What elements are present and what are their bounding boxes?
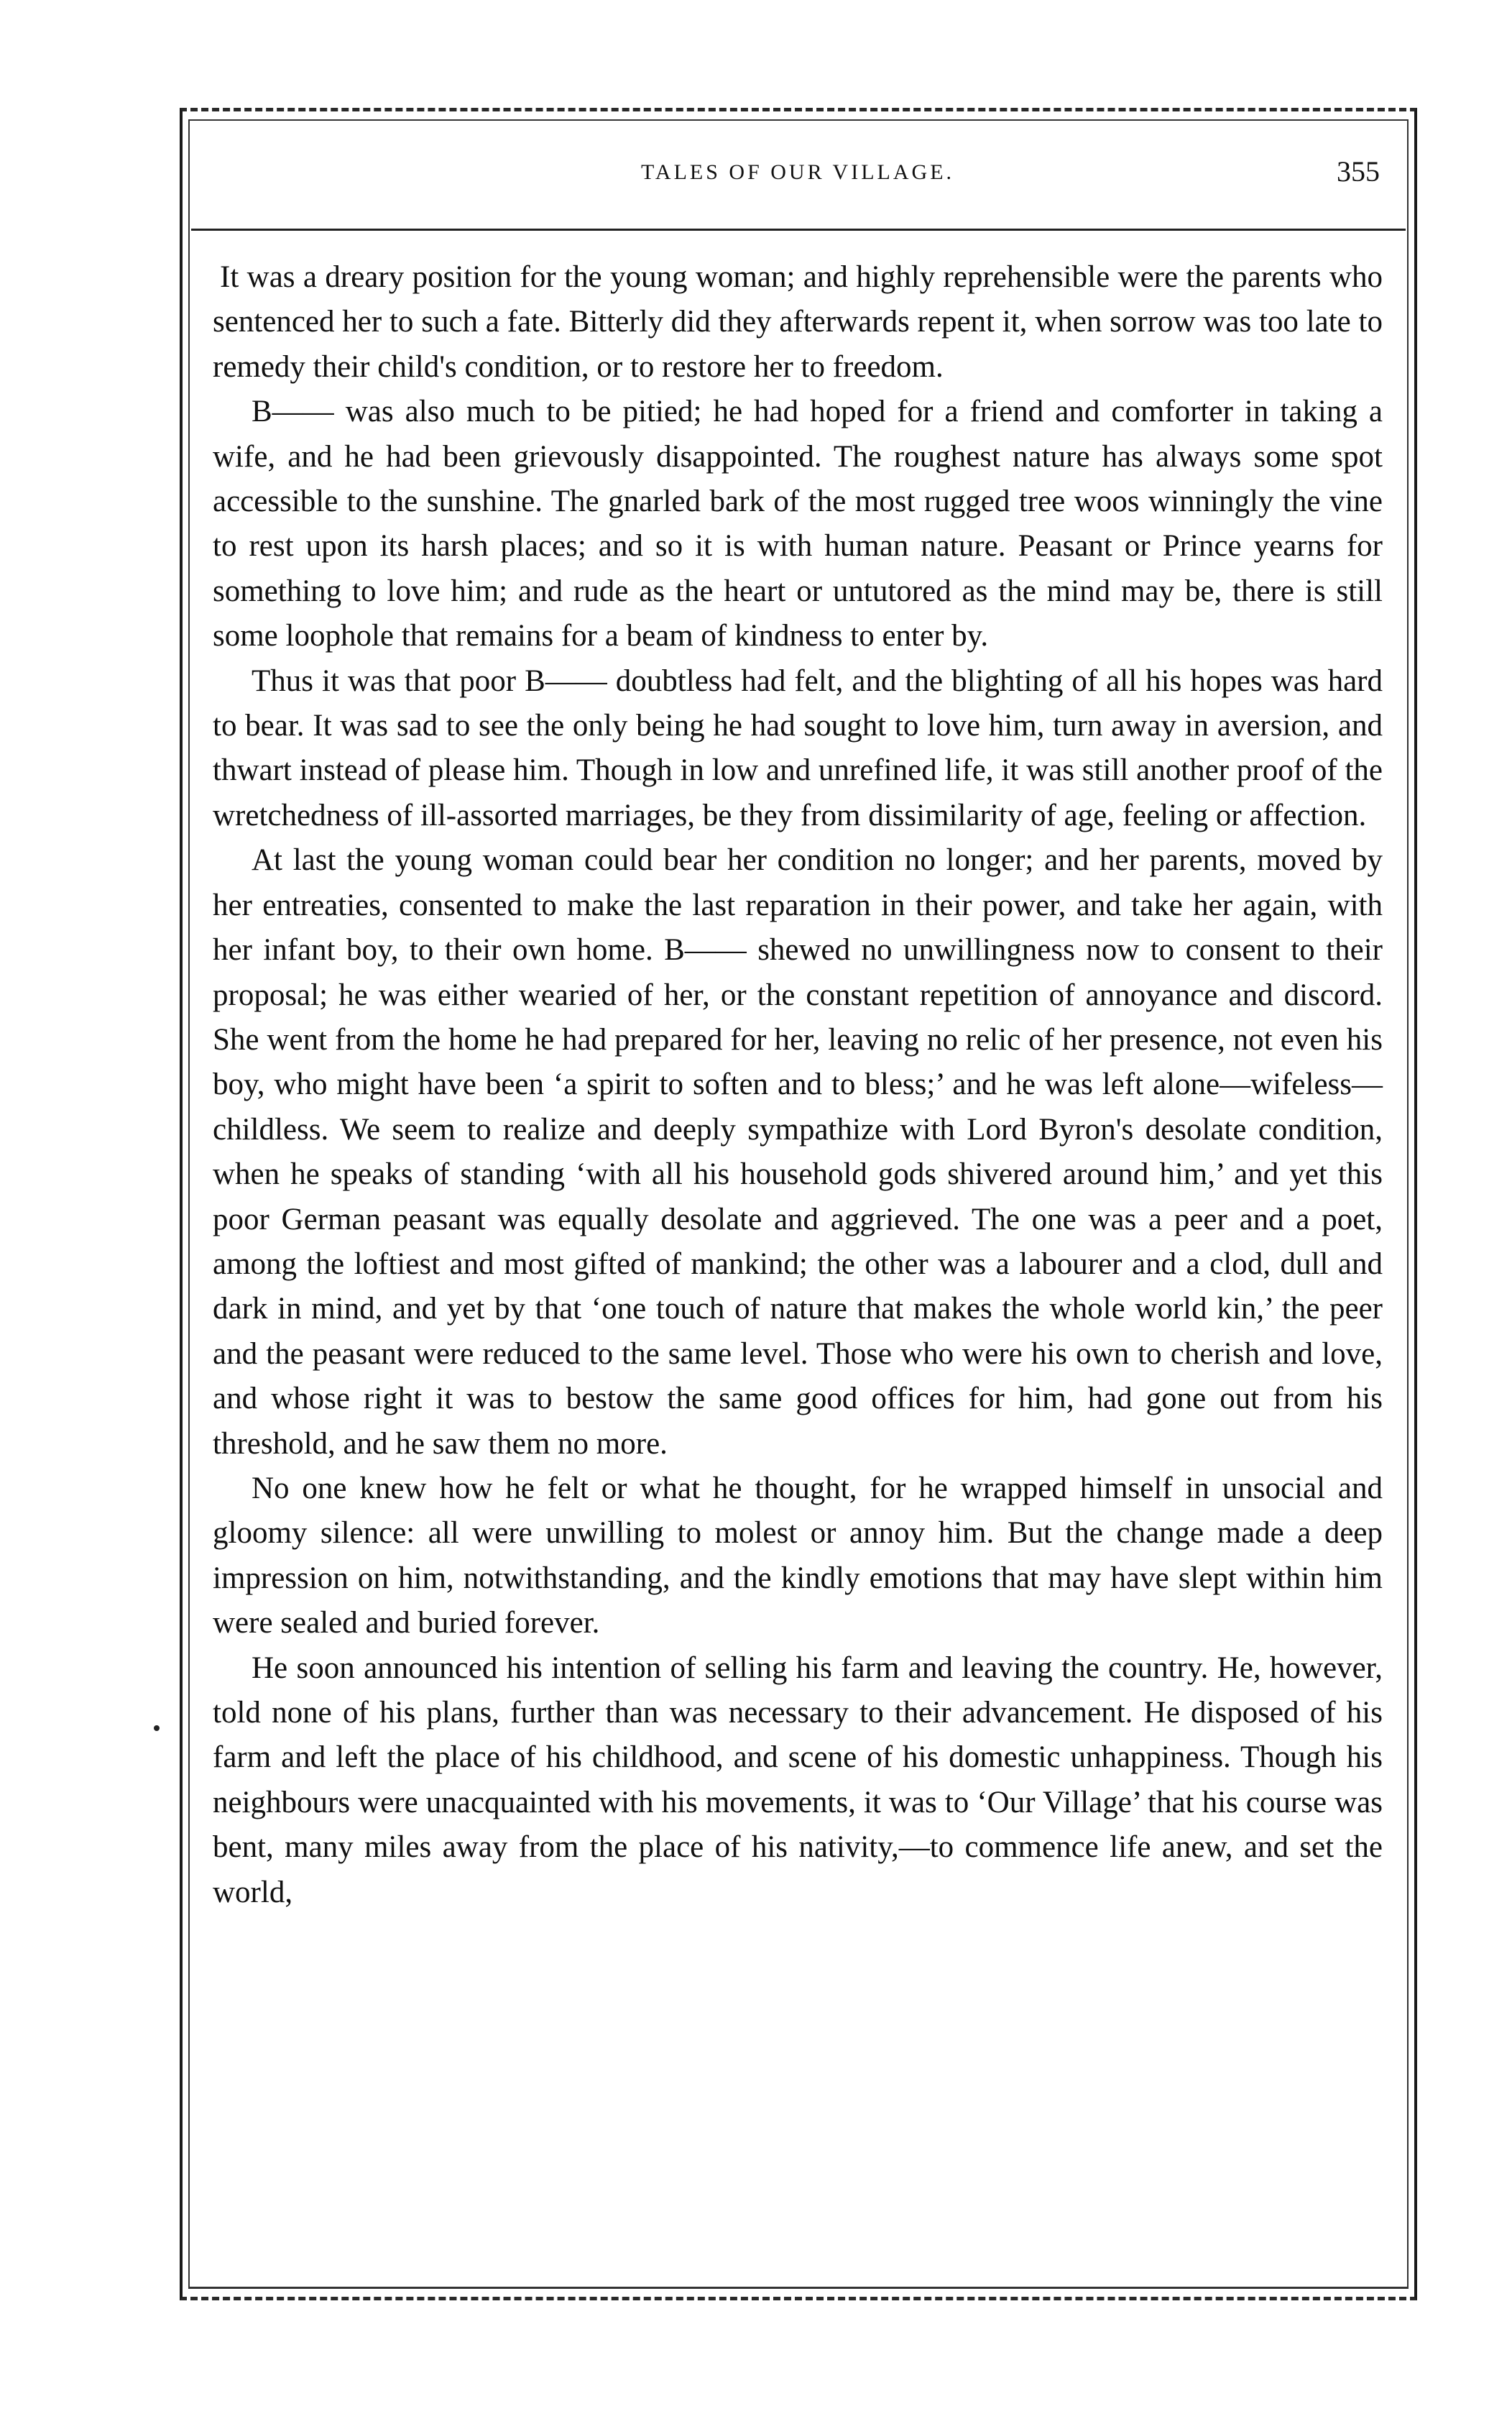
paragraph-5: No one knew how he felt or what he thought, for he wrapped himself in unsocial and gloomy silence: all were unwilling to molest or annoy him. But the change made a deep impression on him, notwithstanding, and the kindly emotions that may have slept within him were sealed and buried forever.	[213, 1471, 1383, 1640]
body-text	[213, 255, 1383, 1915]
running-title: TALES OF OUR VILLAGE.	[640, 160, 955, 184]
margin-dot	[154, 1725, 160, 1731]
running-head	[216, 155, 1380, 205]
paragraph-3: Thus it was that poor B—— doubtless had felt, and the blighting of all his hopes was hard to bear. It was sad to see the only being he had sought to love him, turn away in aversion, and thwart instead of please him. Though in low and unrefined life, it was still another proof of the wretchedness of ill-assorted marriages, be they from dissimilarity of age, feeling or affection.	[213, 664, 1383, 832]
header-rule	[191, 229, 1406, 231]
paragraph-6: He soon announced his intention of selling his farm and leaving the country. He, however, told none of his plans, further than was necessary to their advancement. He disposed of his farm and left the place of his childhood, and scene of his domestic unhappiness. Though his neighbours were unacquainted with his movements, it was to ‘Our Village’ that his course was bent, many miles away from the place of his nativity,—to commence life anew, and set the world,	[213, 1651, 1383, 1909]
page-number: 355	[1337, 155, 1380, 188]
paragraph-4: At last the young woman could bear her condition no longer; and her parents, moved by her entreaties, consented to make the last reparation in their power, and take her again, with her infant boy, to their own home. B—— shewed no unwillingness now to consent to their proposal; he was either wearied of her, or the constant repetition of annoyance and discord. She went from the home he had prepared for her, leaving no relic of her presence, not even his boy, who might have been ‘a spirit to soften and to bless;’ and he was left alone—wifeless—childless. We seem to realize and deeply sympathize with Lord Byron's desolate condition, when he speaks of standing ‘with all his household gods shivered around him,’ and yet this poor German peasant was equally desolate and aggrieved. The one was a peer and a poet, among the loftiest and most gifted of mankind; the other was a labourer and a clod, dull and dark in mind, and yet by that ‘one touch of nature that makes the whole world kin,’ the peer and the peasant were reduced to the same level. Those who were his own to cherish and love, and whose right it was to bestow the same good offices for him, had gone out from his threshold, and he saw them no more.	[213, 843, 1383, 1461]
paragraph-1: It was a dreary position for the young woman; and highly reprehensible were the parents who sentenced her to such a fate. Bitterly did they afterwards repent it, when sorrow was too late to remedy their child's condition, or to restore her to freedom.	[213, 260, 1383, 384]
paragraph-2: B—— was also much to be pitied; he had hoped for a friend and comforter in taking a wife, and he had been grievously disappointed. The roughest nature has always some spot accessible to the sunshine. The gnarled bark of the most rugged tree woos winningly the vine to rest upon its harsh places; and so it is with human nature. Peasant or Prince yearns for something to love him; and rude as the heart or untutored as the mind may be, there is still some loophole that remains for a beam of kindness to enter by.	[213, 395, 1383, 653]
